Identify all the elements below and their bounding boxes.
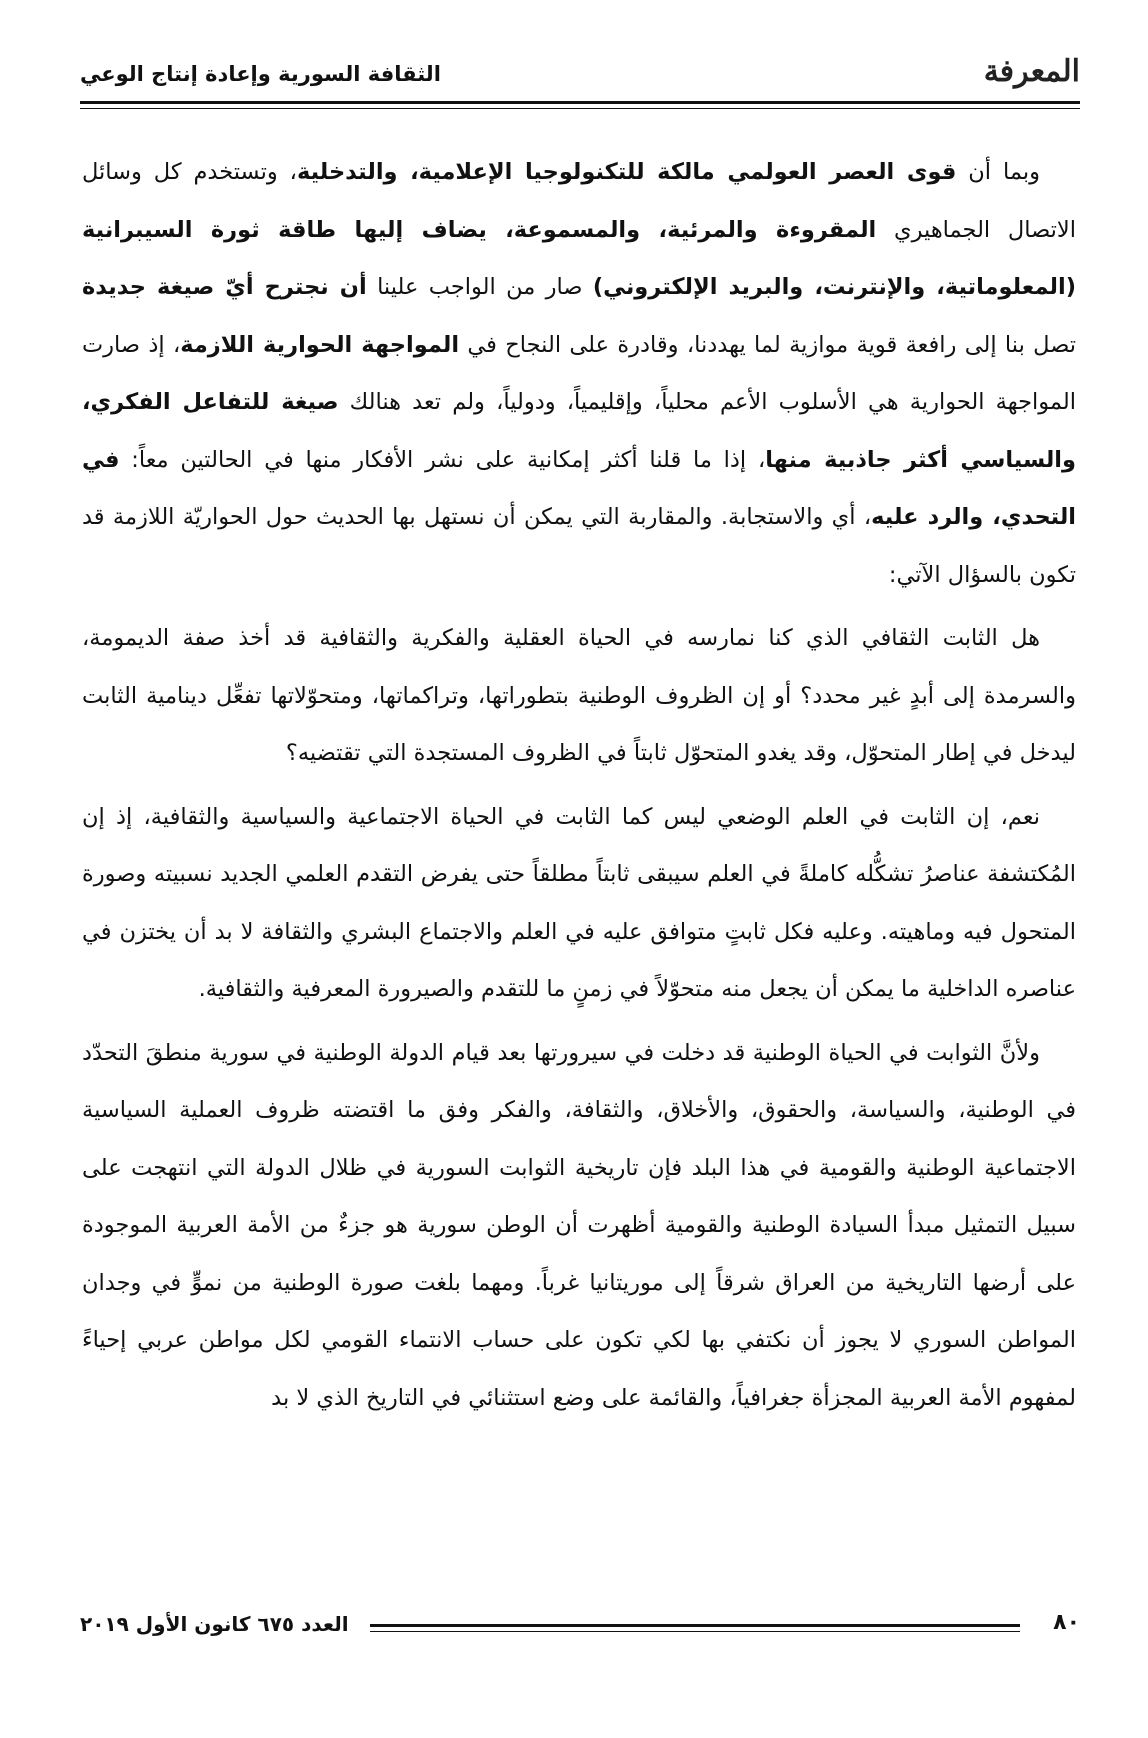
paragraph-1	[82, 144, 1076, 604]
header-rule-thick	[80, 101, 1080, 104]
text-run: تصل بنا إلى رافعة قوية موازية لما يهددنا، وقادرة على النجاح في	[459, 331, 1076, 358]
footer-rule-thick	[370, 1624, 1020, 1627]
bold-run: المواجهة الحوارية اللازمة	[180, 331, 460, 358]
bold-run: في التحدي، والرد عليه	[82, 446, 1077, 530]
text-run: ، وتستخدم كل وسائل الاتصال الجماهيري	[82, 159, 1076, 243]
page-footer	[80, 1610, 1080, 1650]
bold-run: أن نجترح أيّ صيغة جديدة	[82, 274, 367, 300]
bold-run: قوى العصر العولمي مالكة للتكنولوجيا الإعلامية، والتدخلية	[296, 159, 957, 185]
article-body	[82, 144, 1076, 1433]
footer-rule-thin	[370, 1631, 1020, 1632]
text-run: ، إذ صارت المواجهة الحوارية هي الأسلوب الأعم محلياً، وإقليمياً، ودولياً، ولم تعد هنالك	[82, 331, 1076, 415]
page-number: ٨٠	[1053, 1610, 1080, 1635]
header-rule-thin	[80, 108, 1080, 109]
text-run: وبما أن	[956, 159, 1040, 185]
text-run: ، إذا ما قلنا أكثر إمكانية على نشر الأفكار منها في الحالتين معاً:	[119, 446, 766, 473]
issue-info: العدد ٦٧٥ كانون الأول ٢٠١٩	[80, 1612, 349, 1636]
page-header	[80, 52, 1080, 102]
running-title: الثقافة السورية وإعادة إنتاج الوعي	[80, 62, 441, 86]
paragraph-2: هل الثابت الثقافي الذي كنا نمارسه في الحياة العقلية والفكرية والثقافية قد أخذ صفة الديمومة، والسرمدة إلى أبدٍ غير محدد؟ أو إن الظروف الوطنية بتطوراتها، وتراكماتها، ومتحوّلاتها تفعِّل دينامية الثابت ليدخل في إطار المتحوّل، وقد يغدو المتحوّل ثابتاً في الظروف المستجدة التي تقتضيه؟	[82, 625, 1076, 766]
journal-logo: المعرفة	[983, 54, 1080, 89]
bold-run: المقروءة والمرئية، والمسموعة، يضاف إليها طاقة ثورة السيبرانية (المعلوماتية، والإنترنت، والبريد الإلكتروني)	[82, 216, 1076, 300]
paragraph-4: ولأنَّ الثوابت في الحياة الوطنية قد دخلت في سيرورتها بعد قيام الدولة الوطنية في سورية منطقَ التحدّد في الوطنية، والسياسة، والحقوق، والأخلاق، والثقافة، والفكر وفق ما اقتضته ظروف العملية السياسية الاجتماعية الوطنية والقومية في هذا البلد فإن تاريخية الثوابت السورية في ظلال الدولة التي انتهجت على سبيل التمثيل مبدأ السيادة الوطنية والقومية أظهرت أن الوطن سورية هو جزءٌ من الأمة العربية الموجودة على أرضها التاريخية من العراق شرقاً إلى موريتانيا غرباً. ومهما بلغت صورة الوطنية من نموٍّ في وجدان المواطن السوري لا يجوز أن نكتفي بها لكي تكون على حساب الانتماء القومي لكل مواطن عربي إحياءً لمفهوم الأمة العربية المجزأة جغرافياً، والقائمة على وضع استثنائي في التاريخ الذي لا بد	[82, 1039, 1076, 1411]
bold-run: صيغة للتفاعل الفكري، والسياسي أكثر جاذبية منها	[82, 389, 1076, 473]
text-run: صار من الواجب علينا	[366, 274, 593, 300]
paragraph-3: نعم، إن الثابت في العلم الوضعي ليس كما الثابت في الحياة الاجتماعية والسياسية والثقافية، إذ إن المُكتشفة عناصرُ تشكُّله كاملةً في العلم سيبقى ثابتاً مطلقاً حتى يفرض التقدم العلمي الجديد نسبيته وصورة المتحول فيه وماهيته. وعليه فكل ثابتٍ متوافق عليه في العلم والاجتماع البشري والثقافة لا بد أن يختزن في عناصره الداخلية ما يمكن أن يجعل منه متحوّلاً في زمنٍ ما للتقدم والصيرورة المعرفية والثقافية.	[82, 803, 1076, 1002]
text-run: ، أي والاستجابة. والمقاربة التي يمكن أن نستهل بها الحديث حول الحواريّة اللازمة قد تكون بالسؤال الآتي:	[82, 504, 1076, 588]
